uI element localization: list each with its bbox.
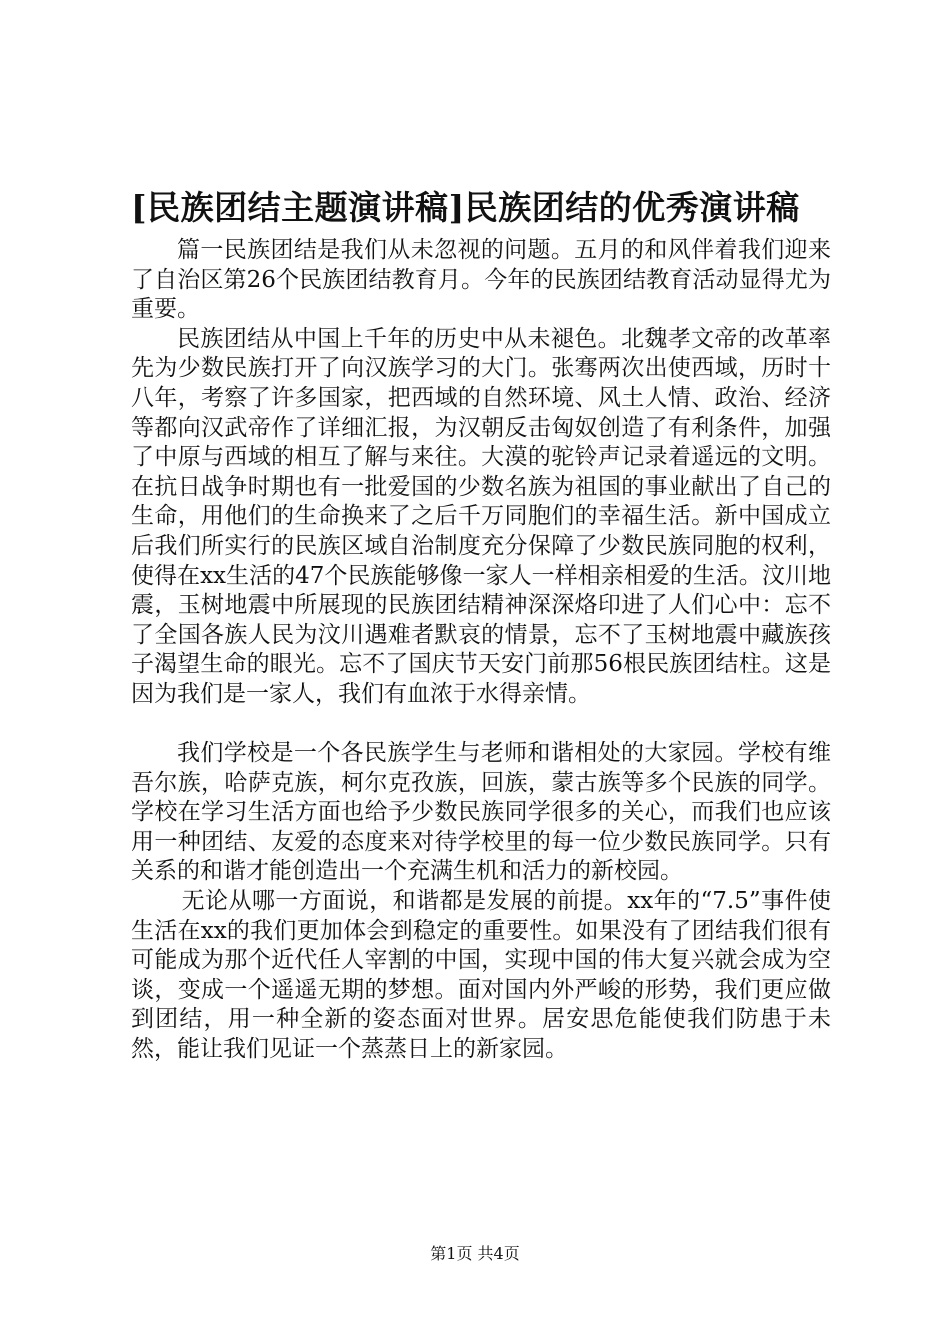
document-title: [民族团结主题演讲稿]民族团结的优秀演讲稿 <box>131 188 800 227</box>
paragraph-intro: 篇一民族团结是我们从未忽视的问题。五月的和风伴着我们迎来了自治区第26个民族团结教育月。今年的民族团结教育活动显得尤为重要。 <box>131 237 831 323</box>
paragraph-school: 我们学校是一个各民族学生与老师和谐相处的大家园。学校有维吾尔族，哈萨克族，柯尔克孜族，回族，蒙古族等多个民族的同学。学校在学习生活方面也给予少数民族同学很多的关心，而我们也应该用一种团结、友爱的态度来对待学校里的每一位少数民族同学。只有关系的和谐才能创造出一个充满生机和活力的新校园。 <box>131 740 831 885</box>
paragraph-history: 民族团结从中国上千年的历史中从未褪色。北魏孝文帝的改革率先为少数民族打开了向汉族学习的大门。张骞两次出使西域，历时十八年，考察了许多国家，把西域的自然环境、风土人情、政治、经济等都向汉武帝作了详细汇报，为汉朝反击匈奴创造了有利条件，加强了中原与西域的相互了解与来往。大漠的驼铃声记录着遥远的文明。在抗日战争时期也有一批爱国的少数名族为祖国的事业献出了自己的生命，用他们的生命换来了之后千万同胞们的幸福生活。新中国成立后我们所实行的民族区域自治制度充分保障了少数民族同胞的权利，使得在xx生活的47个民族能够像一家人一样相亲相爱的生活。汶川地震，玉树地震中所展现的民族团结精神深深烙印进了人们心中：忘不了全国各族人民为汶川遇难者默哀的情景，忘不了玉树地震中藏族孩子渴望生命的眼光。忘不了国庆节天安门前那56根民族团结柱。这是因为我们是一家人，我们有血浓于水得亲情。 <box>131 325 831 707</box>
paragraph-harmony: 无论从哪一方面说，和谐都是发展的前提。xx年的“7.5”事件使生活在xx的我们更加体会到稳定的重要性。如果没有了团结我们很有可能成为那个近代任人宰割的中国，实现中国的伟大复兴就会成为空谈，变成一个遥遥无期的梦想。面对国内外严峻的形势，我们更应做到团结，用一种全新的姿态面对世界。居安思危能使我们防患于未然，能让我们见证一个蒸蒸日上的新家园。 <box>131 888 831 1063</box>
page-number-footer: 第1页 共4页 <box>430 1244 520 1263</box>
document-body <box>131 236 831 1065</box>
